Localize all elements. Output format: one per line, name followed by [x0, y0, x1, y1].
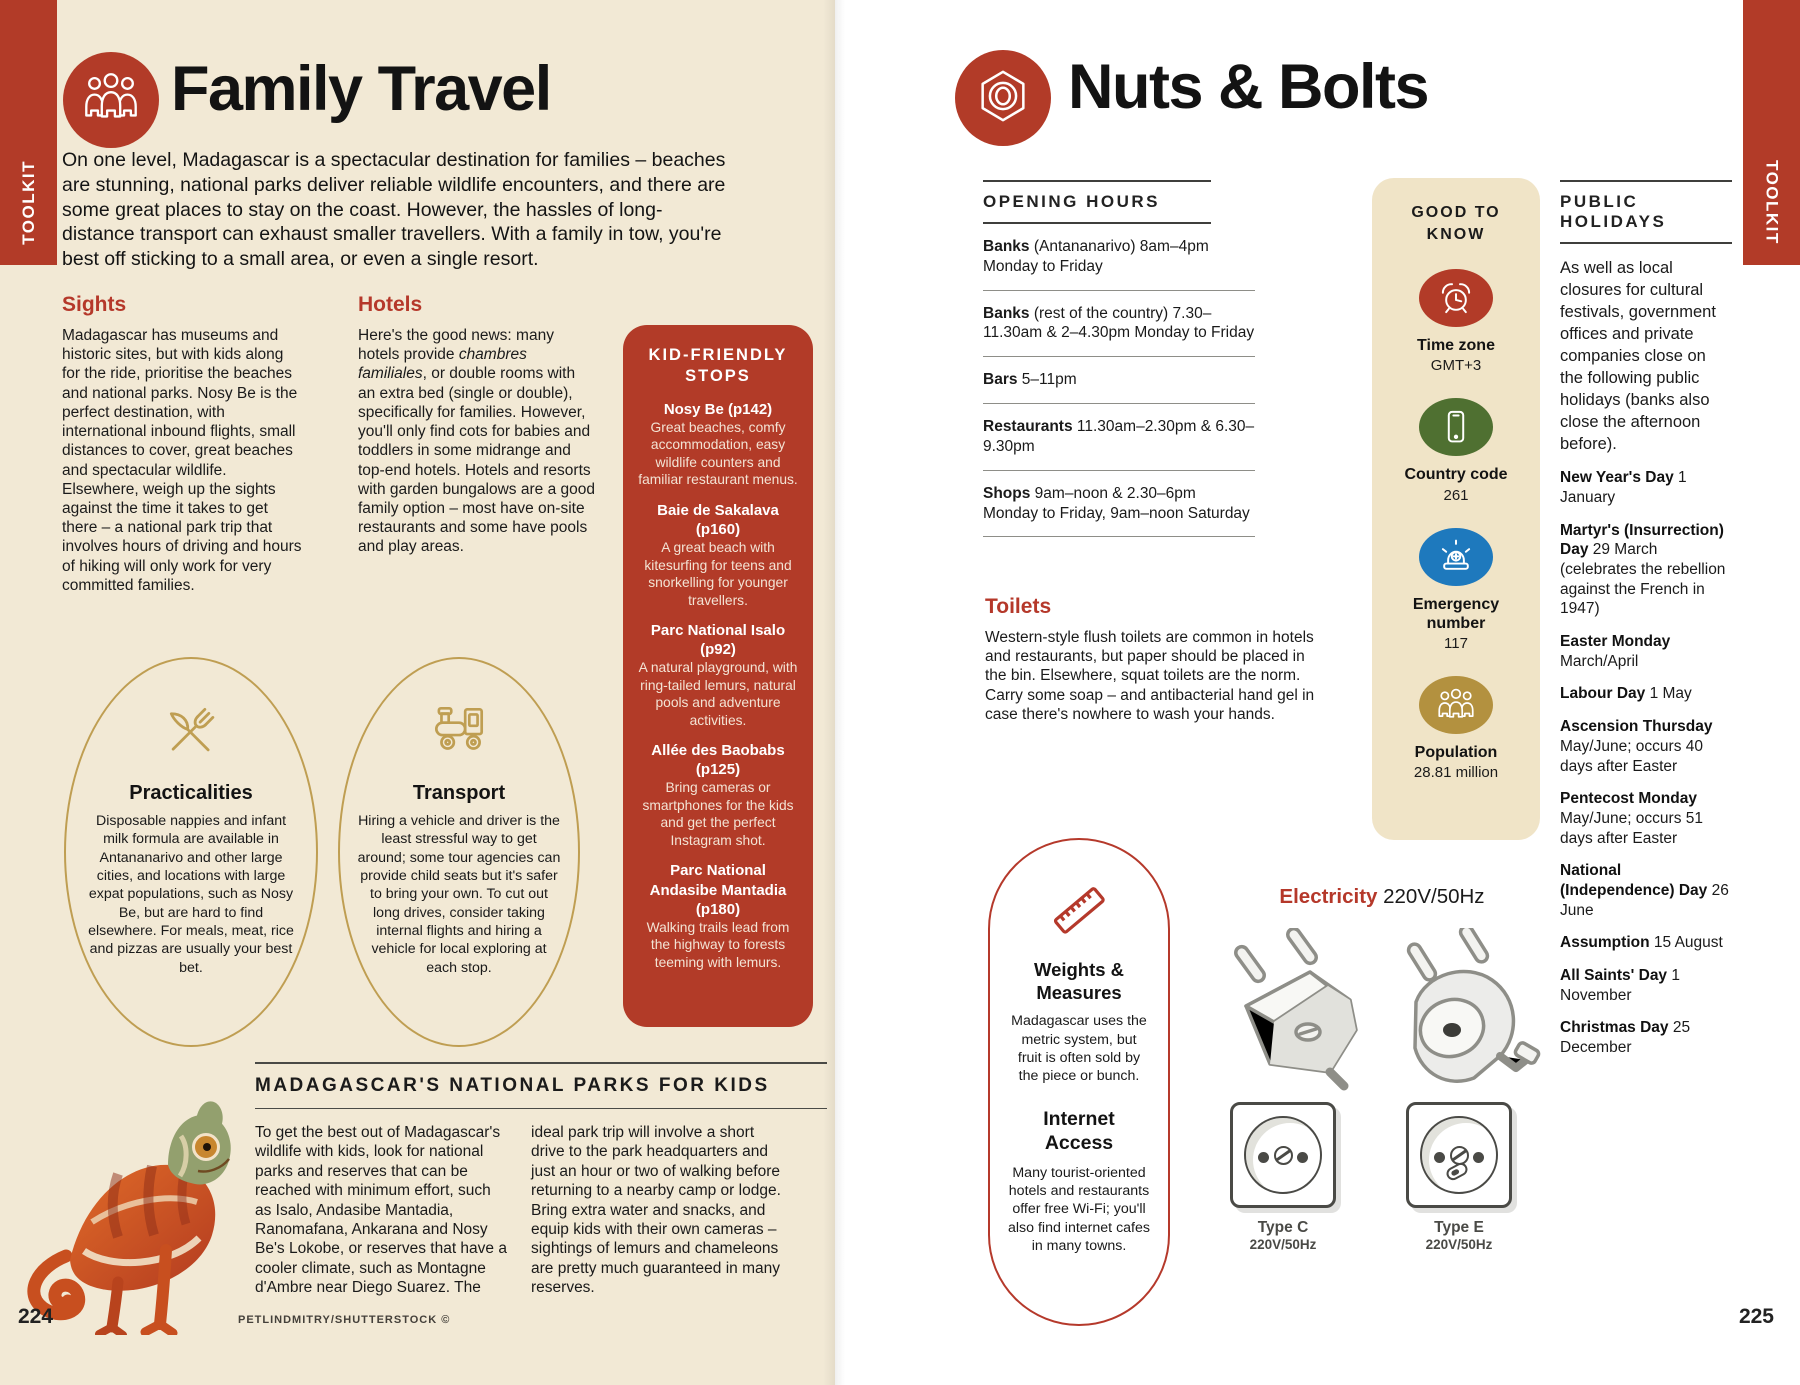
good-to-know-item: Time zone GMT+3 [1382, 269, 1530, 374]
page-number-left: 224 [18, 1305, 54, 1328]
public-holidays-intro: As well as local closures for cultural festivals, government offices and private companies close on the following public holidays (banks also close the afternoon before). [1560, 259, 1716, 453]
photo-credit: PETLINDMITRY/SHUTTERSTOCK © [238, 1314, 451, 1326]
toolkit-tab-left: TOOLKIT [0, 0, 57, 265]
page-nuts-and-bolts [835, 0, 1800, 1385]
nut-bolt-icon [972, 65, 1034, 132]
list-item: Parc National Andasibe Mantadia (p180) Walking trails lead from the highway to forests teeming with lemurs. [646, 862, 790, 970]
toilets-section [985, 595, 1330, 724]
toilets-heading: Toilets [985, 595, 1052, 618]
socket-type-e: Type E 220V/50Hz [1406, 1102, 1512, 1252]
socket-type-c: Type C 220V/50Hz [1230, 1102, 1336, 1252]
holiday-item: Assumption 15 August [1560, 934, 1723, 952]
sights-section [62, 293, 302, 595]
siren-icon [1419, 528, 1493, 586]
hotels-heading: Hotels [358, 293, 423, 316]
practicalities-title: Practicalities [129, 782, 253, 804]
opening-hours-entry: Shops 9am–noon & 2.30–6pm Monday to Friday, 9am–noon Saturday [983, 471, 1255, 538]
national-parks-title: MADAGASCAR'S NATIONAL PARKS FOR KIDS [255, 1074, 770, 1096]
family-icon [80, 67, 142, 134]
plug-illustrations [1220, 928, 1550, 1101]
sights-body: Madagascar has museums and historic sites, but with kids along for the ride, prioritise the beaches and national parks. Nosy Be is the perfect destination, with international inbound flights, small distances to cover, great beaches and spectacular wildlife. Elsewhere, weigh up the sights against the time it takes to get there – a national park trip that involves hours of driving and hours of hiking will only work for very committed families. [62, 327, 302, 594]
ruler-icon [1045, 931, 1113, 948]
people-icon [1419, 676, 1493, 734]
smartphone-icon [1419, 398, 1493, 456]
holiday-item: Ascension Thursday May/June; occurs 40 days after Easter [1560, 718, 1713, 775]
transport-title: Transport [412, 782, 506, 804]
intro-paragraph: On one level, Madagascar is a spectacular destination for families – beaches are stunning, national parks deliver reliable wildlife encounters, and there are some great places to stay on the coast. However, the hassles of long-distance transport can exhaust smaller travellers. With a family in tow, you're best off sticking to a small area, or even a single resort. [62, 149, 726, 270]
holiday-item: All Saints' Day 1 November [1560, 966, 1680, 1004]
divider [255, 1062, 827, 1064]
practicalities-body: Disposable nappies and infant milk formula are available in Antananarivo and other large cities, and locations with large expat populations, such as Nosy Be, but are hard to find elsewhere. For meals, meat, rice and pizzas are usually your best bet. [88, 813, 294, 976]
weights-measures-capsule [988, 838, 1170, 1326]
toy-train-icon [426, 752, 492, 769]
page-title: Nuts & Bolts [1068, 52, 1428, 122]
good-to-know-title: GOOD TO KNOW [1411, 204, 1501, 243]
opening-hours-section [983, 180, 1255, 537]
plug-e-art [1406, 928, 1540, 1081]
weights-measures-body: Madagascar uses the metric system, but fruit is often sold by the piece or bunch. [1011, 1013, 1147, 1085]
good-to-know-item: Country code 261 [1382, 398, 1530, 503]
kid-friendly-stops-box [623, 325, 813, 1027]
kid-friendly-title: KID-FRIENDLY STOPS [648, 346, 788, 386]
good-to-know-item: Population 28.81 million [1382, 676, 1530, 781]
parks-column-2: ideal park trip will involve a short drive to the park headquarters and just an hour or two of walking before returning to a nearby camp or lodge. Bring extra water and snacks, and equip kids with their own cameras – sightings of lemurs and chameleons are pretty much guaranteed in many reserves. [531, 1124, 781, 1296]
opening-hours-heading: OPENING HOURS [983, 180, 1211, 224]
list-item: Parc National Isalo (p92) A natural playground, with ring-tailed lemurs, natural pools and adventure activities. [638, 622, 798, 728]
fork-knife-icon [158, 752, 224, 769]
page-number-right: 225 [1738, 1305, 1774, 1328]
list-item: Allée des Baobabs (p125) Bring cameras or smartphones for the kids and get the perfect Instagram shot. [642, 742, 794, 848]
alarm-clock-icon [1419, 269, 1493, 327]
list-item: Nosy Be (p142) Great beaches, comfy accommodation, easy wildlife counters and familiar restaurant menus. [638, 400, 798, 488]
internet-access-title: Internet Access [1043, 1107, 1115, 1154]
holiday-item: Labour Day 1 May [1560, 685, 1692, 703]
transport-body: Hiring a vehicle and driver is the least stressful way to get around; some tour agencies can provide child seats but it's safer to bring your own. To cut out long drives, consider taking internal flights and hiring a vehicle for local exploring at each stop. [357, 813, 561, 976]
holiday-item: Christmas Day 25 December [1560, 1019, 1691, 1056]
public-holidays-section [1560, 180, 1732, 1058]
page-family-travel [0, 0, 835, 1385]
good-to-know-item: Emergency number 117 [1382, 528, 1530, 652]
holiday-item: Martyr's (Insurrection) Day 29 March (celebrates the rebellion against the French in 1947) [1560, 521, 1726, 618]
socket-diagrams [1230, 1102, 1512, 1252]
holiday-item: New Year's Day 1 January [1560, 469, 1687, 507]
divider [255, 1108, 827, 1110]
holiday-item: Pentecost Monday May/June; occurs 51 days after Easter [1560, 790, 1704, 847]
holiday-item: Easter Monday March/April [1560, 633, 1671, 670]
transport-oval [338, 657, 580, 1047]
family-icon-circle [63, 52, 159, 148]
plug-c-art [1233, 928, 1356, 1086]
hotels-section [358, 293, 595, 557]
electricity-heading: Electricity 220V/50Hz [1279, 885, 1485, 908]
page-title: Family Travel [171, 54, 551, 124]
sights-heading: Sights [62, 293, 127, 316]
opening-hours-entry: Banks (rest of the country) 7.30–11.30am & 2–4.30pm Monday to Friday [983, 291, 1255, 358]
toolkit-tab-right: TOOLKIT [1743, 0, 1800, 265]
opening-hours-entry: Restaurants 11.30am–2.30pm & 6.30–9.30pm [983, 404, 1255, 471]
holiday-item: National (Independence) Day 26 June [1560, 862, 1729, 919]
hotels-italic-term: chambres familiales [358, 346, 527, 383]
list-item: Baie de Sakalava (p160) A great beach with kitesurfing for teens and snorkelling for younger travellers. [644, 501, 792, 608]
opening-hours-entry: Bars 5–11pm [983, 357, 1255, 404]
parks-column-1: To get the best out of Madagascar's wildlife with kids, look for national parks and reserves that can be reached with minimum effort, such as Isalo, Andasibe Mantadia, Ranomafana, Ankarana and Nosy Be's Lokobe, or reserves that have a cooler climate, such as Montagne d'Ambre near Diego Suarez. The [255, 1124, 507, 1296]
public-holidays-heading: PUBLIC HOLIDAYS [1560, 180, 1732, 244]
internet-access-body: Many tourist-oriented hotels and restaurants offer free Wi-Fi; you'll also find internet cafes in many towns. [1008, 1164, 1150, 1255]
chameleon-photo [0, 950, 250, 1340]
opening-hours-entry: Banks (Antananarivo) 8am–4pm Monday to Friday [983, 224, 1255, 291]
nut-icon-circle [955, 50, 1051, 146]
good-to-know-box [1372, 178, 1540, 840]
toilets-body: Western-style flush toilets are common in hotels and restaurants, but paper should be placed in the bin. Elsewhere, squat toilets are the norm. Carry some soap – and antibacterial hand gel in case there's nowhere to wash your hands. [985, 629, 1315, 723]
national-parks-section [255, 1062, 827, 1297]
hotels-body: Here's the good news: many hotels provide chambres familiales, or double rooms with an extra bed (single or double), specifically for families. However, you'll only find cots for babies and toddlers in some midrange and top-end hotels. Hotels and resorts with garden bungalows are a good family option – most have on-site restaurants and some have pools and play areas. [358, 327, 595, 556]
weights-measures-title: Weights & Measures [1033, 959, 1125, 1003]
